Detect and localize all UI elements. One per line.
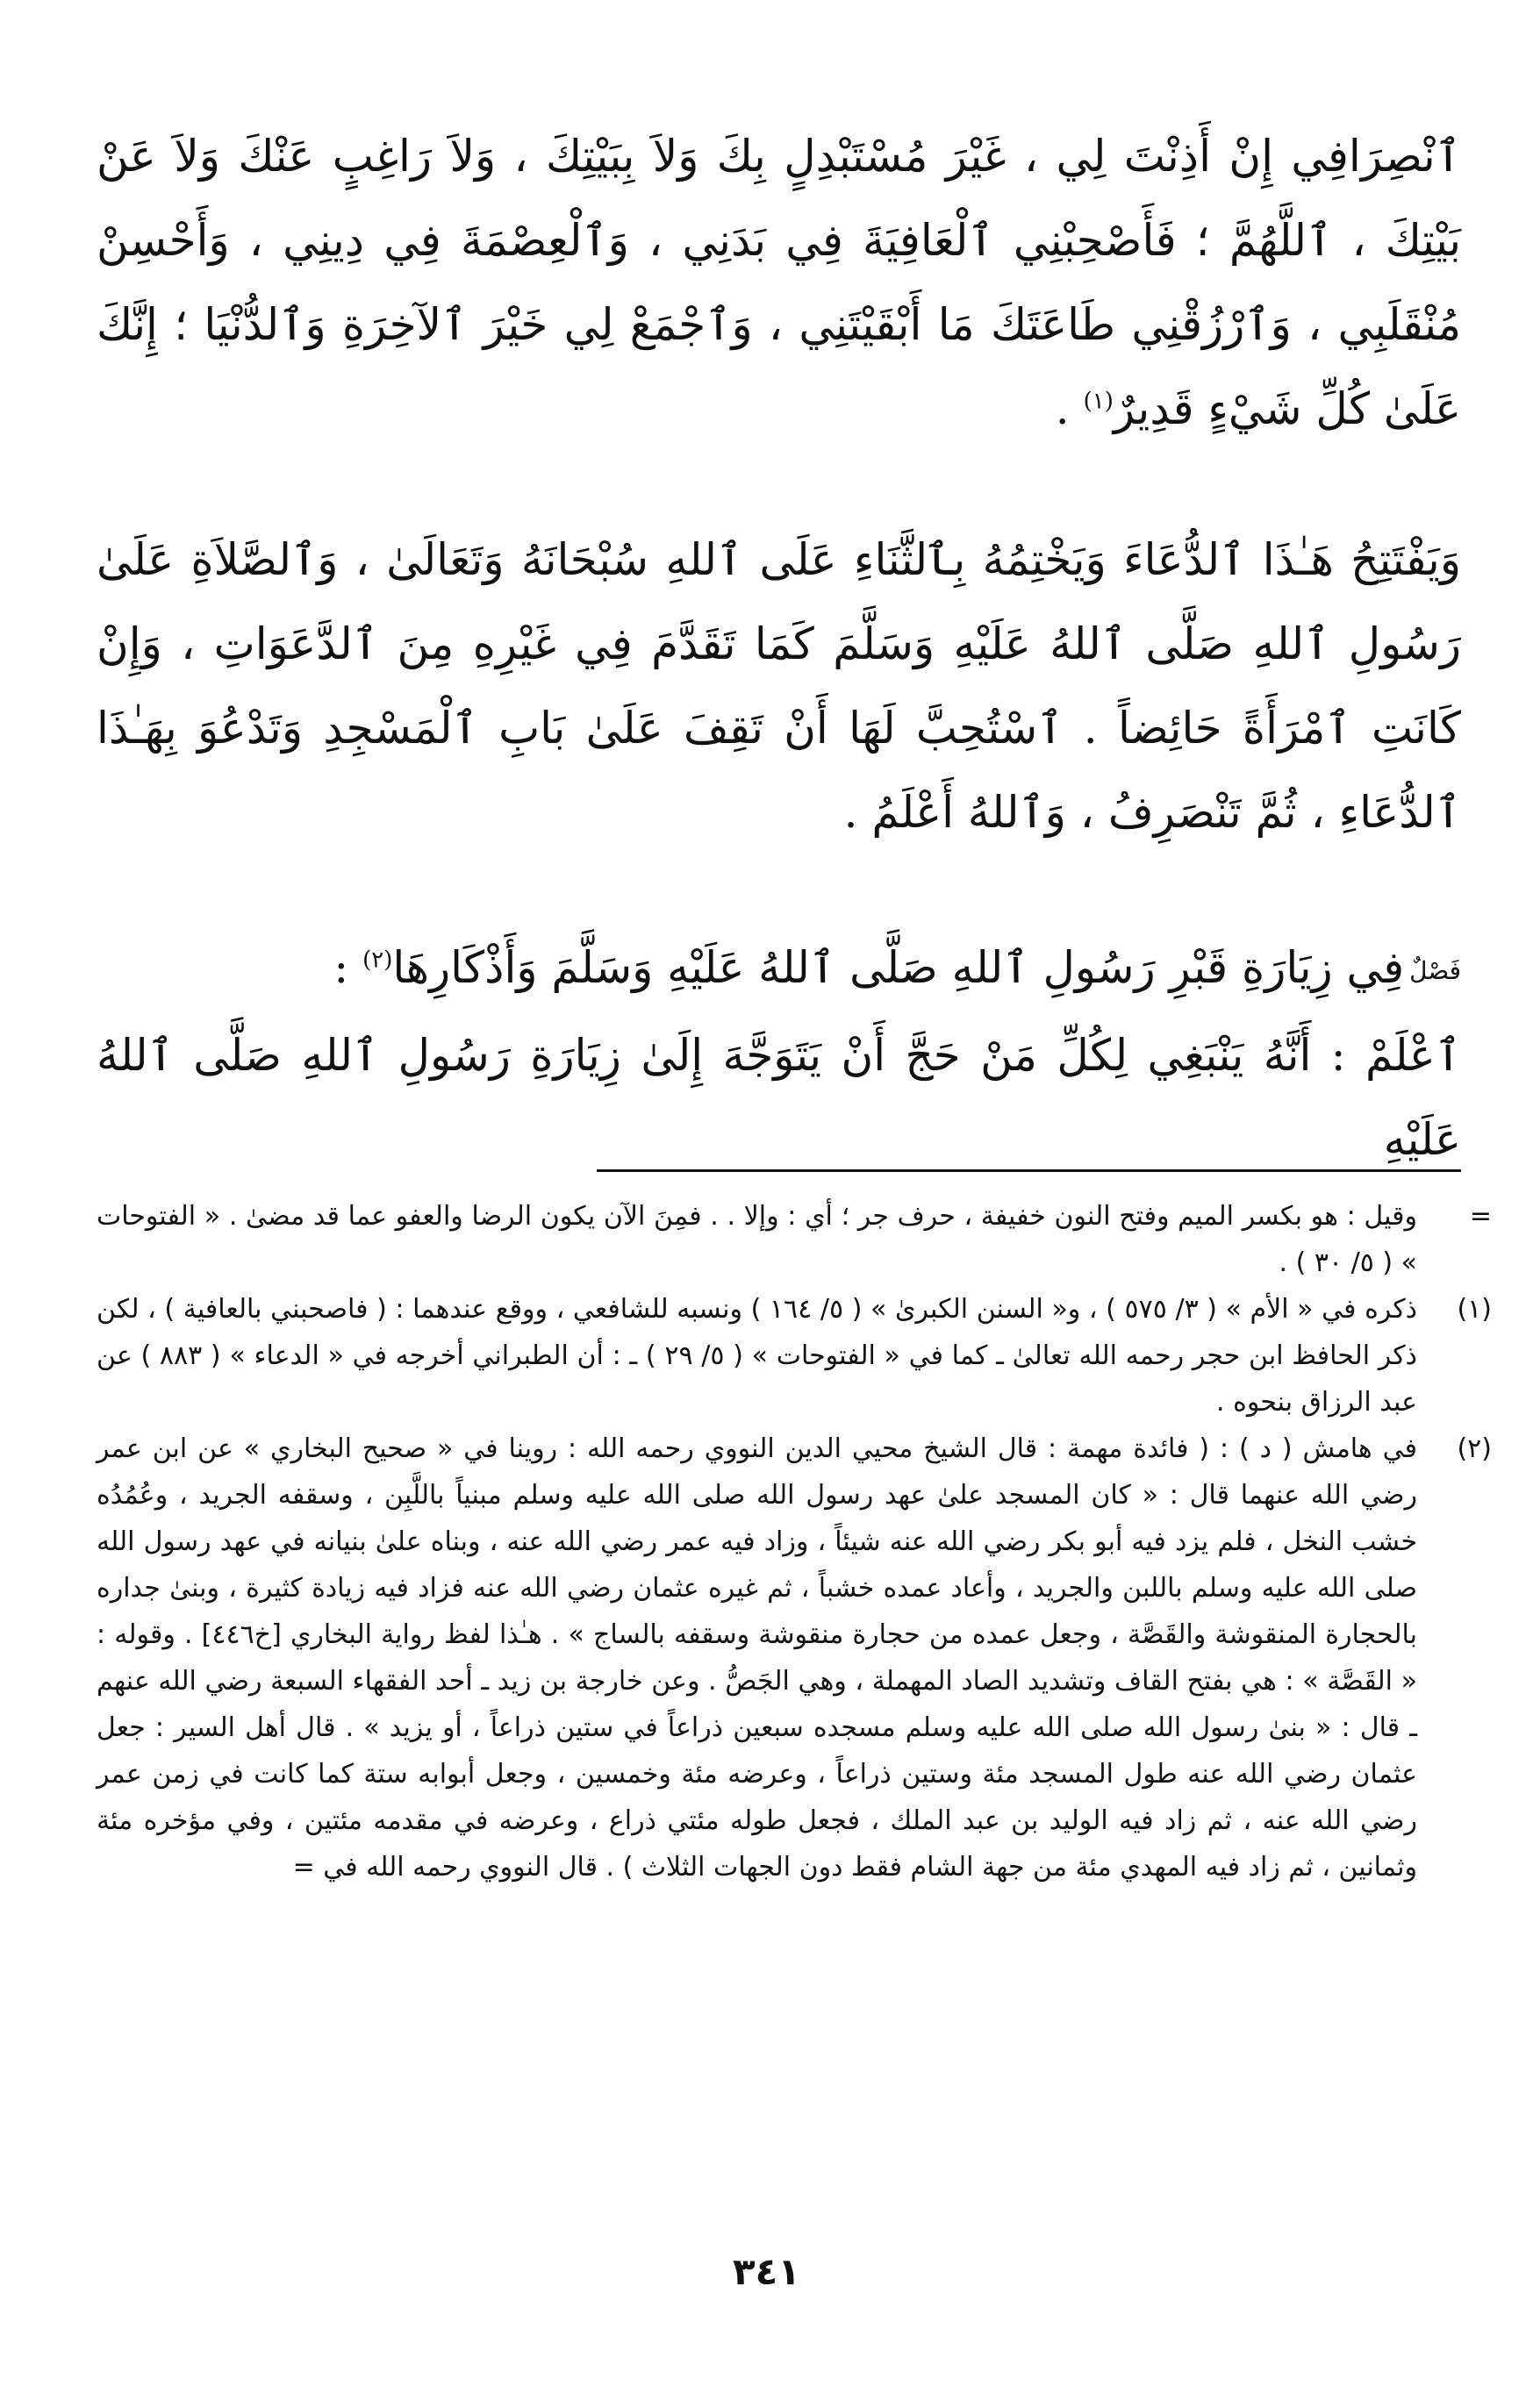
footnote-text: وقيل : هو بكسر الميم وفتح النون خفيفة ، حرف جر ؛ أي : وإلا . . فمِنَ الآن يكون الرضا والعفو عما قد مضىٰ . « الفتوحات » ( ٥/ ٣٠ ) . bbox=[97, 1201, 1417, 1278]
section-heading-end: : bbox=[333, 942, 363, 993]
footnote-1 bbox=[97, 1286, 1492, 1426]
paragraph-1-end: . bbox=[1055, 383, 1084, 434]
footnote-marker: (٢) bbox=[1457, 1433, 1492, 1464]
section-heading-text: فِي زِيَارَةِ قَبْرِ رَسُولِ ٱللهِ صَلَّى ٱللهُ عَلَيْهِ وَسَلَّمَ وَأَذْكَارِهَا bbox=[392, 942, 1405, 993]
footnote-continuation bbox=[97, 1193, 1492, 1286]
section-body: ٱعْلَمْ : أَنَّهُ يَنْبَغِي لِكُلِّ مَنْ حَجَّ أَنْ يَتَوَجَّهَ إِلَىٰ زِيَارَةِ رَسُولِ ٱللهِ صَلَّى ٱللهُ عَلَيْهِ bbox=[97, 1030, 1461, 1165]
paragraph-1-text: ٱنْصِرَافِي إِنْ أَذِنْتَ لِي ، غَيْرَ مُسْتَبْدِلٍ بِكَ وَلاَ بِبَيْتِكَ ، وَلاَ رَاغِبٍ عَنْكَ وَلاَ عَنْ بَيْتِكَ ، ٱللَّهُمَّ ؛ فَأَصْحِبْنِي ٱلْعَافِيَةَ فِي بَدَنِي ، وَٱلْعِصْمَةَ فِي دِينِي ، وَأَحْسِنْ مُنْقَلَبِي ، وَٱرْزُقْنِي طَاعَتَكَ مَا أَبْقَيْتَنِي ، وَٱجْمَعْ لِي خَيْرَ ٱلآخِرَةِ وَٱلدُّنْيَا ؛ إِنَّكَ عَلَىٰ كُلِّ شَيْءٍ قَدِيرٌ bbox=[97, 131, 1461, 434]
footnotes bbox=[97, 1193, 1492, 1890]
paragraph-1 bbox=[97, 114, 1461, 451]
section-heading bbox=[97, 925, 1461, 1013]
footnote-divider bbox=[597, 1169, 1461, 1172]
footnote-marker: = bbox=[1469, 1201, 1492, 1232]
section bbox=[97, 925, 1461, 1182]
section-label: فَصْلٌ bbox=[1409, 956, 1461, 985]
footnote-marker: (١) bbox=[1457, 1294, 1492, 1325]
paragraph-2: وَيَفْتَتِحُ هَـٰذَا ٱلدُّعَاءَ وَيَخْتِمُهُ بِٱلثَّنَاءِ عَلَى ٱللهِ سُبْحَانَهُ وَتَعَالَىٰ ، وَٱلصَّلاَةِ عَلَىٰ رَسُولِ ٱللهِ صَلَّى ٱللهُ عَلَيْهِ وَسَلَّمَ كَمَا تَقَدَّمَ فِي غَيْرِهِ مِنَ ٱلدَّعَوَاتِ ، وَإِنْ كَانَتِ ٱمْرَأَةً حَائِضاً . ٱسْتُحِبَّ لَهَا أَنْ تَقِفَ عَلَىٰ بَابِ ٱلْمَسْجِدِ وَتَدْعُوَ بِهَـٰذَا ٱلدُّعَاءِ ، ثُمَّ تَنْصَرِفُ ، وَٱللهُ أَعْلَمُ . bbox=[97, 534, 1461, 838]
footnote-text: ذكره في « الأم » ( ٣/ ٥٧٥ ) ، و« السنن الكبرىٰ » ( ٥/ ١٦٤ ) ونسبه للشافعي ، ووقع عندهما : ( فاصحبني بالعافية ) ، لكن ذكر الحافظ ابن حجر رحمه الله تعالىٰ ـ كما في « الفتوحات » ( ٥/ ٢٩ ) ـ : أن الطبراني أخرجه في « الدعاء » ( ٨٨٣ ) عن عبد الرزاق بنحوه . bbox=[97, 1294, 1417, 1418]
footnote-ref-1: (١) bbox=[1083, 388, 1114, 415]
footnote-2 bbox=[97, 1426, 1492, 1890]
footnote-ref-2: (٢) bbox=[362, 947, 393, 974]
footnote-text: في هامش ( د ) : ( فائدة مهمة : قال الشيخ محيي الدين النووي رحمه الله : روينا في « صحيح البخاري » عن ابن عمر رضي الله عنهما قال : « كان المسجد علىٰ عهد رسول الله صلى الله عليه وسلم مبنياً باللَّبِن ، وسقفه الجريد ، وعُمُدُه خشب النخل ، فلم يزد فيه أبو بكر رضي الله عنه شيئاً ، وزاد فيه عمر رضي الله عنه ، وبناه علىٰ بنيانه في عهد رسول الله صلى الله عليه وسلم باللبن والجريد ، وأعاد عمده خشباً ، ثم غيره عثمان رضي الله عنه فزاد فيه زيادة كثيرة ، وبنىٰ جداره بالحجارة المنقوشة والقَصَّة ، وجعل عمده من حجارة منقوشة وسقفه بالساج » . هـٰذا لفظ رواية البخاري [خ٤٤٦] . وقوله : « القَصَّة » : هي بفتح القاف وتشديد الصاد المهملة ، وهي الجَصُّ . وعن خارجة بن زيد ـ أحد الفقهاء السبعة رضي الله عنهم ـ قال : « بنىٰ رسول الله صلى الله عليه وسلم مسجده سبعين ذراعاً في ستين ذراعاً ، أو يزيد » . قال أهل السير : جعل عثمان رضي الله عنه طول المسجد مئة وستين ذراعاً ، وعرضه مئة وخمسين ، وجعل أبوابه ستة كما كانت في زمن عمر رضي الله عنه ، ثم زاد فيه الوليد بن عبد الملك ، فجعل طوله مئتي ذراع ، وعرضه في مقدمه مئتين ، وفي مؤخره مئة وثمانين ، ثم زاد فيه المهدي مئة من جهة الشام فقط دون الجهات الثلاث ) . قال النووي رحمه الله في = bbox=[97, 1433, 1417, 1883]
page-number: ٣٤١ bbox=[733, 2250, 800, 2293]
